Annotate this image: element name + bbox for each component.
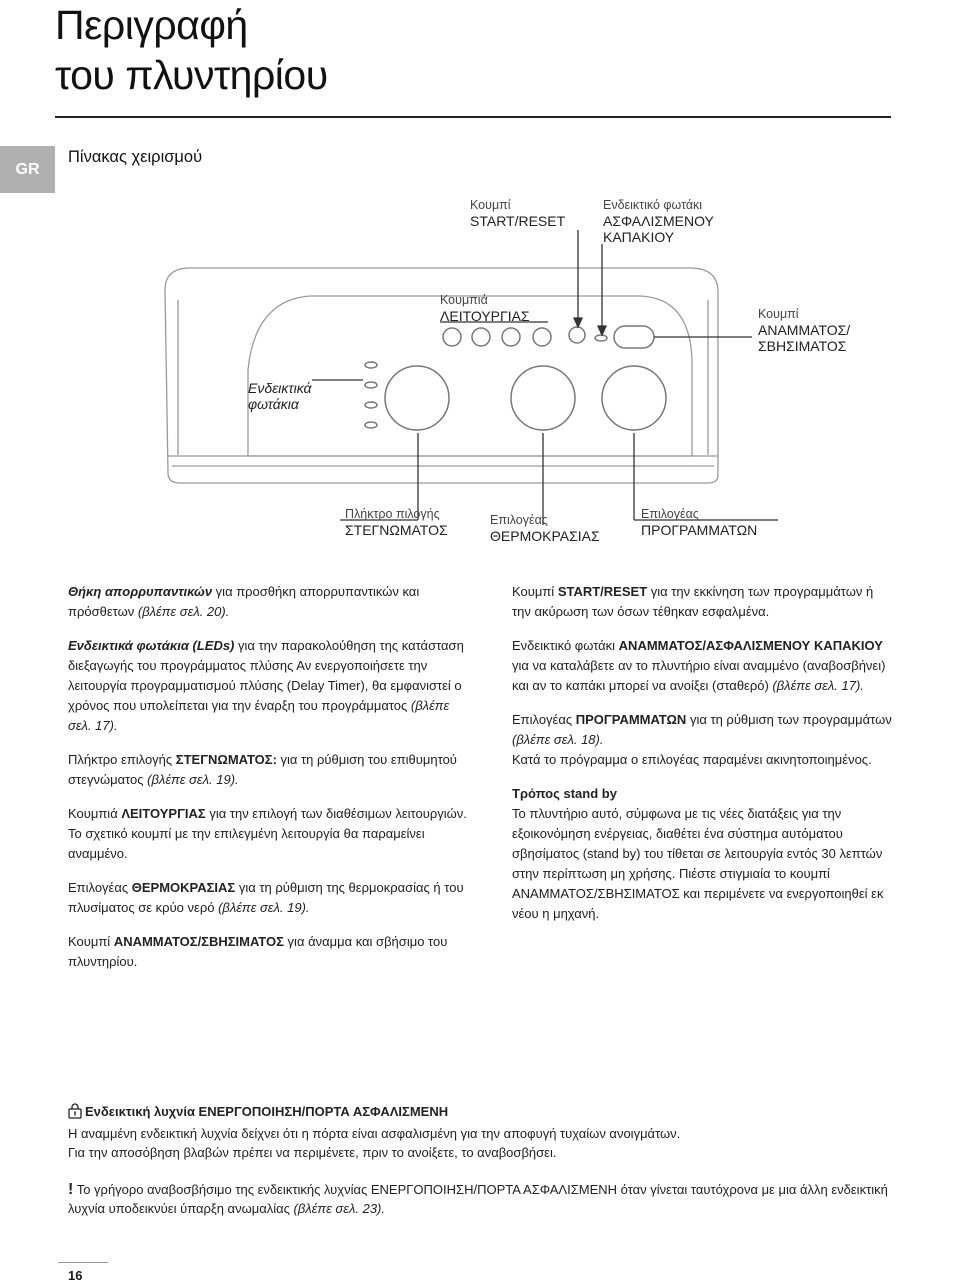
- para-drying-text1: Πλήκτρο επιλογής: [68, 752, 176, 767]
- para-start-reset: [512, 582, 892, 622]
- warning-paragraph: [68, 1180, 898, 1218]
- para-programmes-text2: για τη ρύθμιση των προγραμμάτων: [686, 712, 892, 727]
- para-drying-ref: (βλέπε σελ. 19).: [147, 772, 239, 787]
- label-indicator-lights-line1: Ενδεικτικά: [248, 380, 312, 396]
- led-2: [365, 382, 377, 388]
- para-programmes-ref: (βλέπε σελ. 18).: [512, 732, 604, 747]
- para-standby-text: Το πλυντήριο αυτό, σύμφωνα με τις νέες διατάξεις για την εξοικονόμηση ενέργειας, διαθέτει ένα σύστημα αυτόματου σβησίματος (stand by) του τίθεται σε λειτουργία εντός 30 λεπτών στην περίπτωση μη χρήσης. Πιέστε στιγμιαία το κουμπί ΑΝΑΜΜΑΤΟΣ/ΣΒΗΣΙΜΑΤΟΣ και περιμένετε να ενεργοποιηθεί εκ νέου η μηχανή.: [512, 806, 884, 921]
- function-button-1: [443, 328, 461, 346]
- function-button-2: [472, 328, 490, 346]
- notice-heading: Ενδεικτική λυχνία ΕΝΕΡΓΟΠΟΙΗΣΗ/ΠΟΡΤΑ ΑΣΦΑΛΙΣΜΕΝΗ: [85, 1104, 449, 1119]
- label-programmes: [641, 506, 757, 538]
- para-temperature-ref: (βλέπε σελ. 19).: [218, 900, 310, 915]
- label-drying: [345, 506, 448, 538]
- para-temperature-bold: ΘΕΡΜΟΚΡΑΣΙΑΣ: [131, 880, 236, 895]
- para-start-reset-text1: Κουμπί: [512, 584, 558, 599]
- para-function-text2: για την επιλογή των διαθέσιμων λειτουργιών. Το σχετικό κουμπί με την επιλεγμένη λειτουργία θα παραμείνει αναμμένο.: [68, 806, 467, 861]
- para-on-off-text1: Κουμπί: [68, 934, 114, 949]
- para-temperature: [68, 878, 468, 918]
- para-standby-heading: Τρόπος stand by: [512, 786, 617, 801]
- function-button-4: [533, 328, 551, 346]
- para-programmes: [512, 710, 892, 770]
- section-title: Πίνακας χειρισμού: [68, 148, 203, 166]
- label-lock-light-line2: ΑΣΦΑΛΙΣΜΕΝΟΥ: [603, 213, 714, 229]
- label-temperature-line1: Επιλογέας: [490, 513, 548, 527]
- title-line-2: του πλυντηρίου: [55, 52, 328, 98]
- led-4: [365, 422, 377, 428]
- label-start-reset-line2: START/RESET: [470, 213, 566, 229]
- label-on-off-line2: ΑΝΑΜΜΑΤΟΣ/: [758, 322, 851, 338]
- para-lock-light: [512, 636, 892, 696]
- para-on-off-text2: για άναμμα και σβήσιμο του πλυντηρίου.: [68, 934, 448, 969]
- para-programmes-bold: ΠΡΟΓΡΑΜΜΑΤΩΝ: [575, 712, 687, 727]
- label-on-off-line3: ΣΒΗΣΙΜΑΤΟΣ: [758, 338, 847, 354]
- para-drying: [68, 750, 468, 790]
- para-detergent-bold: Θήκη απορρυπαντικών: [68, 584, 213, 599]
- para-detergent-text: για προσθήκη απορρυπαντικών και πρόσθετων: [68, 584, 420, 619]
- warning-icon: !: [68, 1181, 74, 1198]
- para-detergent: [68, 582, 468, 622]
- para-drying-bold: ΣΤΕΓΝΩΜΑΤΟΣ:: [175, 752, 277, 767]
- led-3: [365, 402, 377, 408]
- label-indicator-lights-line2: φωτάκια: [248, 396, 299, 412]
- label-indicator-lights: [248, 380, 312, 412]
- para-function-text1: Κουμπιά: [68, 806, 122, 821]
- label-drying-line2: ΣΤΕΓΝΩΜΑΤΟΣ: [345, 522, 448, 538]
- label-function-buttons: [440, 292, 530, 324]
- para-leds-bold: Ενδεικτικά φωτάκια (LEDs): [68, 638, 235, 653]
- warning-ref: (βλέπε σελ. 23).: [293, 1201, 385, 1216]
- page-number: 16: [68, 1268, 83, 1283]
- label-programmes-line1: Επιλογέας: [641, 507, 699, 521]
- para-lock-light-text1: Ενδεικτικό φωτάκι: [512, 638, 619, 653]
- label-programmes-line2: ΠΡΟΓΡΑΜΜΑΤΩΝ: [641, 522, 758, 538]
- right-column: [512, 582, 892, 938]
- function-button-3: [502, 328, 520, 346]
- warning-text: Το γρήγορο αναβοσβήσιμο της ενδεικτικής λυχνίας ΕΝΕΡΓΟΠΟΙΗΣΗ/ΠΟΡΤΑ ΑΣΦΑΛΙΣΜΕΝΗ όταν γίνεται ταυτόχρονα με μια άλλη ενδεικτική λυχνία υποδεικνύει ύπαρξη ανωμαλίας: [68, 1182, 888, 1216]
- label-start-reset-line1: Κουμπί: [470, 198, 511, 212]
- control-panel-diagram: [0, 0, 960, 560]
- on-off-button: [614, 326, 654, 348]
- language-tab-label: GR: [15, 160, 40, 178]
- left-column: [68, 582, 468, 986]
- para-leds-text: για την παρακολούθηση της κατάσταση διεξαγωγής του προγράμματος πλύσης Αν ενεργοποιήσετε την λειτουργία προγραμματισμού πλύσης (Delay Timer), θα εμφανιστεί ο χρόνος που υπολείπεται για την έναρξη του προγράμματος: [68, 638, 464, 713]
- para-lock-light-ref: (βλέπε σελ. 17).: [772, 678, 864, 693]
- label-lock-light-line1: Ενδεικτικό φωτάκι: [603, 198, 703, 212]
- label-temperature: [490, 512, 600, 544]
- notice-line-2: Για την αποσόβηση βλαβών πρέπει να περιμένετε, πριν το ανοίξετε, το αναβοσβήσει.: [68, 1145, 557, 1160]
- para-on-off-bold: ΑΝΑΜΜΑΤΟΣ/ΣΒΗΣΙΜΑΤΟΣ: [113, 934, 284, 949]
- label-on-off-line1: Κουμπί: [758, 307, 799, 321]
- para-lock-light-bold: ΑΝΑΜΜΑΤΟΣ/ΑΣΦΑΛΙΣΜΕΝΟΥ ΚΑΠΑΚΙΟΥ: [618, 638, 883, 653]
- para-temperature-text2: για τη ρύθμιση της θερμοκρασίας ή του πλυσίματος σε κρύο νερό: [68, 880, 464, 915]
- label-function-buttons-line1: Κουμπιά: [440, 293, 488, 307]
- para-function: [68, 804, 468, 864]
- para-drying-text2: για τη ρύθμιση του επιθυμητού στεγνώματος: [68, 752, 457, 787]
- title-line-1: Περιγραφή: [55, 2, 248, 48]
- para-detergent-ref: (βλέπε σελ. 20).: [137, 604, 230, 619]
- temperature-knob: [511, 366, 575, 430]
- para-leds: [68, 636, 468, 736]
- label-start-reset: [470, 197, 565, 229]
- label-drying-line1: Πλήκτρο πιλογής: [345, 507, 440, 521]
- para-lock-light-text2: για να καταλάβετε αν το πλυντήριο είναι αναμμένο (αναβοσβήνει) και αν το καπάκι μπορεί να ανοίξει (σταθερό): [512, 658, 886, 693]
- para-start-reset-text2: για την εκκίνηση των προγραμμάτων ή την ακύρωση των όσων τέθηκαν εσφαλμένα.: [512, 584, 874, 619]
- lock-indicator-light: [595, 335, 607, 341]
- label-temperature-line2: ΘΕΡΜΟΚΡΑΣΙΑΣ: [490, 528, 600, 544]
- label-function-buttons-line2: ΛΕΙΤΟΥΡΓΙΑΣ: [440, 308, 530, 324]
- para-function-bold: ΛΕΙΤΟΥΡΓΙΑΣ: [121, 806, 206, 821]
- label-lock-light-line3: ΚΑΠΑΚΙΟΥ: [603, 229, 675, 245]
- para-start-reset-bold: START/RESET: [557, 584, 648, 599]
- door-lock-notice: [68, 1102, 898, 1218]
- start-reset-button: [569, 327, 585, 343]
- para-programmes-text3: Κατά το πρόγραμμα ο επιλογέας παραμένει ακινητοποιημένος.: [512, 752, 872, 767]
- label-lock-light: [603, 197, 714, 245]
- programme-knob: [602, 366, 666, 430]
- page-number-rule: [58, 1262, 108, 1263]
- notice-heading-row: [68, 1102, 898, 1124]
- drying-knob: [385, 366, 449, 430]
- label-on-off: [758, 306, 850, 354]
- para-standby: [512, 784, 892, 924]
- notice-line-1: Η αναμμένη ενδεικτική λυχνία δείχνει ότι η πόρτα είναι ασφαλισμένη για την αποφυγή τυχαίων ανοιγμάτων.: [68, 1126, 681, 1141]
- lock-icon: [68, 1103, 82, 1124]
- para-programmes-text1: Επιλογέας: [512, 712, 576, 727]
- para-leds-ref: (βλέπε σελ. 17).: [68, 698, 450, 733]
- led-1: [365, 362, 377, 368]
- para-on-off: [68, 932, 468, 972]
- para-temperature-text1: Επιλογέας: [68, 880, 132, 895]
